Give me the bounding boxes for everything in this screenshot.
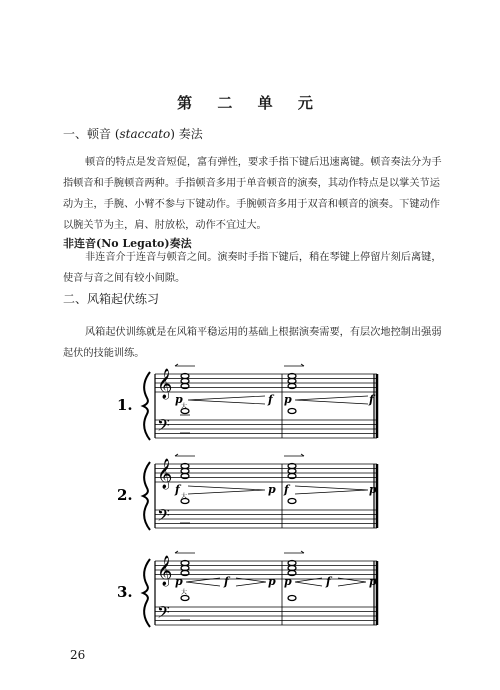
bellows-right-mark <box>284 551 304 553</box>
dynamic-start: f <box>175 483 180 496</box>
bellows-right-mark <box>284 364 304 366</box>
unit-title: 第 二 单 元 <box>177 94 323 112</box>
brace <box>143 559 150 627</box>
bass-clef-icon: 𝄢 <box>157 505 170 529</box>
diminuendo-hairpin-2 <box>295 486 368 494</box>
dynamic-start-2: p <box>284 575 292 588</box>
non-legato-heading: 非连音(No Legato)奏法 <box>63 237 192 250</box>
staccato-paragraph: 顿音的特点是发音短促，富有弹性，要求手指下键后迅速离键。顿音奏法分为手指顿音和手腕顿音两种。手指顿音多用于单音顿音的演奏，其动作特点是以掌关节运动为主，手腕、小臂不参与下键动作。手腕顿音多用于双音和顿音的演奏。下键动作以腕关节为主，肩、肘放松，动作不宜过大。 <box>63 157 442 231</box>
page-number: 26 <box>70 648 86 662</box>
bellows-paragraph: 风箱起伏训练就是在风箱平稳运用的基础上根据演奏需要，有层次地控制出强弱起伏的技能训练。 <box>63 327 442 359</box>
dynamic-mid-2: f <box>326 575 331 588</box>
dynamic-mid: f <box>224 575 229 588</box>
treble-clef-icon: 𝄞 <box>157 369 173 399</box>
bass-clef-icon: 𝄢 <box>157 602 170 626</box>
bass-mark: 大 <box>181 493 188 500</box>
dynamic-start-2: f <box>284 483 289 496</box>
brace <box>143 462 150 530</box>
bass-mark: 大 <box>181 403 188 410</box>
heading-prefix: 一、顿音 ( <box>63 127 120 141</box>
dynamic-end-2: f <box>369 393 374 406</box>
bellows-heading: 二、风箱起伏练习 <box>63 292 160 306</box>
bellows-left-mark <box>175 551 195 553</box>
exercise-number: 3. <box>117 583 133 601</box>
dynamic-end-2: p <box>369 575 377 588</box>
exercise-1 <box>117 364 377 440</box>
bellows-right-mark <box>284 454 304 456</box>
heading-italic: staccato <box>119 127 171 141</box>
bass-mark: 大 <box>181 589 188 596</box>
dynamic-end: p <box>268 483 276 496</box>
dynamic-start: p <box>175 575 183 588</box>
exercise-number: 1. <box>117 396 133 414</box>
treble-clef-icon: 𝄞 <box>157 459 173 489</box>
chord <box>181 374 296 389</box>
exercise-number: 2. <box>117 486 133 504</box>
dynamic-start: p <box>175 393 183 406</box>
crescendo-hairpin-2 <box>295 396 368 404</box>
dynamic-end-2: p <box>369 483 377 496</box>
exercise-3 <box>117 551 377 627</box>
brace <box>143 372 150 440</box>
dynamic-end: f <box>268 393 273 406</box>
non-legato-paragraph: 非连音介于连音与顿音之间。演奏时手指下键后，稍在琴键上停留片刻后离键，使音与音之间有较小间隙。 <box>63 252 442 284</box>
diminuendo-hairpin <box>188 486 265 494</box>
crescendo-hairpin <box>188 396 265 404</box>
treble-clef-icon: 𝄞 <box>157 556 173 586</box>
dynamic-start-2: p <box>284 393 292 406</box>
heading-suffix: ) 奏法 <box>170 127 203 141</box>
bass-clef-icon: 𝄢 <box>157 415 170 439</box>
exercise-2 <box>117 454 377 530</box>
bellows-left-mark <box>175 364 195 366</box>
dynamic-end: p <box>268 575 276 588</box>
bellows-left-mark <box>175 454 195 456</box>
